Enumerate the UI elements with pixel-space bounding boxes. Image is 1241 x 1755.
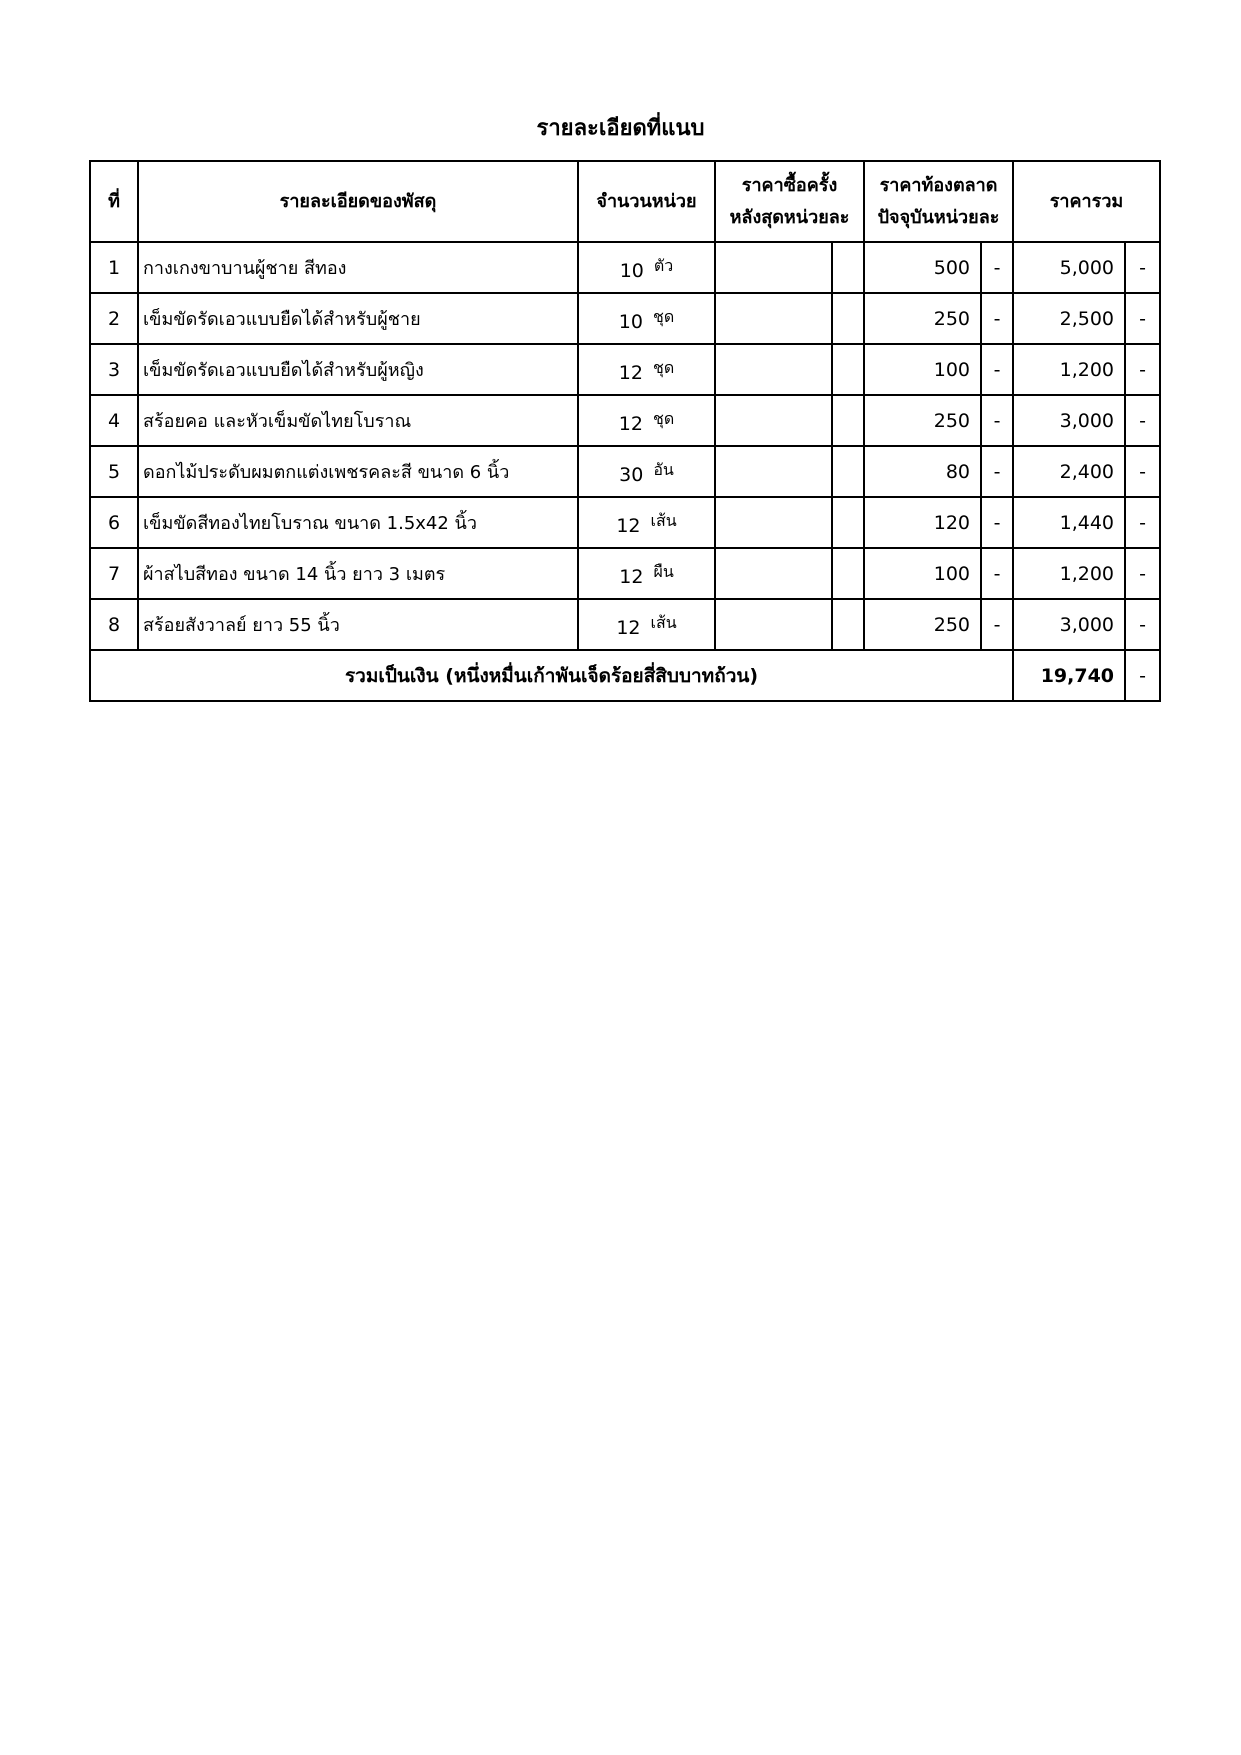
row-quantity-unit: ผืน (653, 561, 674, 581)
row-market-price-dec: - (981, 242, 1013, 293)
row-total-dec: - (1125, 242, 1160, 293)
row-last-price-dec (832, 548, 864, 599)
row-quantity-unit: เส้น (650, 612, 677, 632)
row-quantity-number: 12 (616, 514, 641, 537)
row-quantity (578, 242, 715, 293)
row-description: กางเกงขาบานผู้ชาย สีทอง (138, 242, 578, 293)
row-market-price: 120 (864, 497, 981, 548)
row-description: เข็มขัดรัดเอวแบบยืดได้สำหรับผู้ชาย (138, 293, 578, 344)
table-row (90, 395, 1160, 446)
row-quantity-number: 12 (619, 565, 644, 588)
row-last-price (715, 242, 832, 293)
row-last-price (715, 395, 832, 446)
row-no: 3 (90, 344, 138, 395)
row-market-price-dec: - (981, 395, 1013, 446)
row-quantity-number: 12 (618, 361, 643, 384)
row-quantity-number: 12 (616, 616, 641, 639)
row-no: 4 (90, 395, 138, 446)
row-quantity (578, 497, 715, 548)
row-total-dec: - (1125, 293, 1160, 344)
row-quantity-unit: ชุด (652, 306, 675, 326)
row-last-price (715, 497, 832, 548)
row-total: 5,000 (1013, 242, 1125, 293)
row-total: 1,440 (1013, 497, 1125, 548)
row-total-dec: - (1125, 599, 1160, 650)
row-total: 3,000 (1013, 395, 1125, 446)
row-last-price (715, 293, 832, 344)
row-quantity-number: 12 (618, 412, 643, 435)
row-quantity (578, 599, 715, 650)
header-market-price (864, 161, 1013, 242)
row-no: 5 (90, 446, 138, 497)
row-last-price-dec (832, 599, 864, 650)
row-last-price-dec (832, 344, 864, 395)
table-row (90, 446, 1160, 497)
row-market-price: 500 (864, 242, 981, 293)
row-last-price-dec (832, 242, 864, 293)
row-description: ดอกไม้ประดับผมตกแต่งเพชรคละสี ขนาด 6 นิ้ว (138, 446, 578, 497)
row-market-price-dec: - (981, 599, 1013, 650)
table-body (90, 242, 1160, 650)
row-market-price: 100 (864, 548, 981, 599)
row-last-price (715, 599, 832, 650)
row-total: 3,000 (1013, 599, 1125, 650)
table-row (90, 242, 1160, 293)
row-description: สร้อยคอ และหัวเข็มขัดไทยโบราณ (138, 395, 578, 446)
summary-total: 19,740 (1013, 650, 1125, 701)
row-total: 1,200 (1013, 344, 1125, 395)
row-quantity-unit: ชุด (652, 408, 675, 428)
row-no: 6 (90, 497, 138, 548)
row-last-price-dec (832, 395, 864, 446)
row-total-dec: - (1125, 497, 1160, 548)
row-last-price-dec (832, 446, 864, 497)
table-row (90, 548, 1160, 599)
row-total: 1,200 (1013, 548, 1125, 599)
row-quantity-number: 10 (619, 259, 644, 282)
row-market-price: 250 (864, 395, 981, 446)
table-row (90, 497, 1160, 548)
row-no: 1 (90, 242, 138, 293)
row-quantity-unit: อัน (653, 459, 674, 479)
row-no: 7 (90, 548, 138, 599)
table-row (90, 293, 1160, 344)
row-quantity (578, 344, 715, 395)
row-market-price-dec: - (981, 293, 1013, 344)
row-quantity-unit: เส้น (650, 510, 677, 530)
row-description: ผ้าสไบสีทอง ขนาด 14 นิ้ว ยาว 3 เมตร (138, 548, 578, 599)
row-total-dec: - (1125, 344, 1160, 395)
row-market-price: 250 (864, 599, 981, 650)
row-total: 2,400 (1013, 446, 1125, 497)
row-total-dec: - (1125, 446, 1160, 497)
row-market-price-dec: - (981, 548, 1013, 599)
table-header-row (90, 161, 1160, 242)
row-last-price-dec (832, 497, 864, 548)
row-market-price: 80 (864, 446, 981, 497)
row-last-price-dec (832, 293, 864, 344)
header-total: ราคารวม (1013, 161, 1160, 242)
row-quantity-unit: ชุด (652, 357, 675, 377)
summary-label: รวมเป็นเงิน (หนึ่งหมื่นเก้าพันเจ็ดร้อยสี่สิบบาทถ้วน) (90, 650, 1013, 701)
row-total-dec: - (1125, 548, 1160, 599)
row-market-price-dec: - (981, 497, 1013, 548)
header-market-price-line2: ปัจจุบันหน่วยละ (877, 206, 1000, 228)
summary-row (90, 650, 1160, 701)
header-description: รายละเอียดของพัสดุ (138, 161, 578, 242)
row-description: เข็มขัดสีทองไทยโบราณ ขนาด 1.5x42 นิ้ว (138, 497, 578, 548)
row-last-price (715, 446, 832, 497)
row-description: สร้อยสังวาลย์ ยาว 55 นิ้ว (138, 599, 578, 650)
header-last-price-line2: หลังสุดหน่วยละ (729, 206, 850, 228)
row-quantity-number: 30 (619, 463, 644, 486)
header-last-price-line1: ราคาซื้อครั้ง (741, 174, 838, 196)
row-description: เข็มขัดรัดเอวแบบยืดได้สำหรับผู้หญิง (138, 344, 578, 395)
row-quantity (578, 293, 715, 344)
header-quantity: จำนวนหน่วย (578, 161, 715, 242)
row-market-price-dec: - (981, 344, 1013, 395)
row-last-price (715, 548, 832, 599)
row-quantity-number: 10 (618, 310, 643, 333)
row-last-price (715, 344, 832, 395)
header-market-price-line1: ราคาท้องตลาด (879, 174, 998, 196)
row-quantity (578, 446, 715, 497)
row-market-price-dec: - (981, 446, 1013, 497)
items-table (89, 160, 1161, 702)
table-row (90, 344, 1160, 395)
row-total-dec: - (1125, 395, 1160, 446)
row-no: 2 (90, 293, 138, 344)
row-market-price: 250 (864, 293, 981, 344)
row-quantity (578, 548, 715, 599)
row-total: 2,500 (1013, 293, 1125, 344)
row-quantity (578, 395, 715, 446)
header-no: ที่ (90, 161, 138, 242)
row-no: 8 (90, 599, 138, 650)
row-quantity-unit: ตัว (653, 255, 674, 275)
row-market-price: 100 (864, 344, 981, 395)
document-title: รายละเอียดที่แนบ (536, 116, 705, 141)
header-last-price (715, 161, 864, 242)
summary-total-dec: - (1125, 650, 1160, 701)
table-row (90, 599, 1160, 650)
